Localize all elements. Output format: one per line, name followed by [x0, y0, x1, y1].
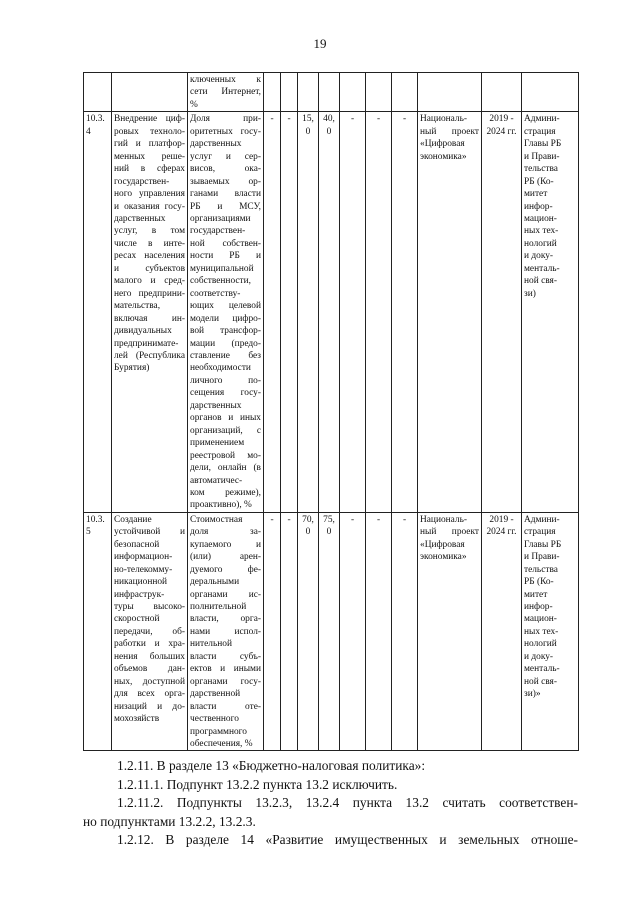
page-number: 19: [313, 36, 327, 51]
cell-line: нологий: [524, 639, 557, 650]
cell-line: страция: [524, 126, 556, 137]
cell-line: и Прави-: [524, 151, 560, 162]
value-cell: 70,0: [298, 512, 319, 751]
table-row: [84, 112, 579, 513]
cell-line: него предприни-: [114, 288, 185, 299]
paragraph: 1.2.11.1. Подпункт 13.2.2 пункта 13.2 исключить.: [117, 776, 398, 792]
cell-line: услуг, в том: [114, 226, 185, 237]
cell-line: ющих целевой: [190, 301, 261, 312]
cell-line: мацион-: [524, 614, 557, 625]
cell-line: ресах населения: [114, 251, 185, 262]
cell-line: мательства,: [114, 301, 161, 312]
cell-line: муниципальной: [190, 263, 254, 274]
amendment-text: [83, 757, 578, 850]
table-row-continuation: [84, 73, 579, 112]
cell-line: включая ин-: [114, 313, 185, 324]
cell-line: соответству-: [190, 288, 241, 299]
measure-name-cell: [112, 512, 188, 751]
cell-line: ной свя-: [524, 676, 557, 687]
cell-line: нами испол-: [190, 626, 261, 637]
cell-line: мацион-: [524, 213, 557, 224]
cell-line: обеспечения, %: [190, 739, 253, 750]
cell-line: для всех орга-: [114, 689, 185, 700]
cell-line: дарственных: [190, 400, 242, 411]
paragraph: 1.2.11.2. Подпункты 13.2.3, 13.2.4 пункта 13.2 считать соответствен-: [117, 795, 578, 810]
cell-line: 2024 гг.: [486, 126, 517, 137]
cell-line: ных тех-: [524, 226, 559, 237]
cell-line: нологий: [524, 238, 557, 249]
program-cell: [418, 112, 482, 513]
cell-line: 2019 -: [489, 114, 514, 125]
cell-line: инфор-: [524, 602, 553, 613]
cell-line: услуг и сер-: [190, 151, 261, 162]
executor-cell: [522, 512, 579, 751]
cell-line: реестровой мо-: [190, 450, 261, 461]
cell-line: органов и иных: [190, 413, 261, 424]
cell-line: работки и хра-: [114, 639, 185, 650]
cell-line: необходимости: [190, 363, 251, 374]
cell-line: 2019 -: [489, 514, 514, 525]
cell-line: информацион-: [114, 552, 173, 563]
cell-line: личного по-: [190, 375, 261, 386]
cell-line: ный проект: [420, 527, 479, 538]
cell-line: организациями: [190, 213, 251, 224]
value-cell: 40,0: [319, 112, 340, 513]
value-cell: -: [366, 512, 392, 751]
cell-line: ный проект: [420, 126, 479, 137]
indicator-cell: [188, 512, 264, 751]
cell-line: объемов дан-: [114, 664, 185, 675]
cell-line: инфраструк-: [114, 589, 165, 600]
program-cell: [418, 512, 482, 751]
cell-line: нительной: [190, 639, 232, 650]
cell-line: безопасной: [114, 539, 160, 550]
cell-line: дарственной: [190, 689, 241, 700]
cell-line: проактивно), %: [190, 500, 252, 511]
cell-line: Националь-: [420, 514, 467, 525]
cell-line: купаемого и: [190, 539, 261, 550]
cell-line: и оказания госу-: [114, 201, 185, 212]
cell-line: дарственных: [114, 213, 166, 224]
cell-line: и доку-: [524, 651, 554, 662]
value-cell: -: [281, 112, 298, 513]
plan-table: [83, 72, 579, 751]
executor-cell: [522, 112, 579, 513]
cell-line: (или) арен-: [190, 552, 261, 563]
cell-line: Админи-: [524, 114, 560, 125]
cell-line: Создание: [114, 514, 152, 525]
cell-line: но-телекомму-: [114, 564, 173, 575]
cell-line: передачи, об-: [114, 626, 185, 637]
cell-line: зываемых ор-: [190, 176, 261, 187]
cell-line: организаций, с: [190, 425, 261, 436]
cell-line: Доля при-: [190, 114, 261, 125]
indicator-cell: [188, 112, 264, 513]
cell-line: «Цифровая: [420, 539, 465, 550]
cell-line: ности РБ и: [190, 251, 261, 262]
cell-line: ного управления: [114, 189, 185, 200]
cell-line: ключенных к: [190, 75, 261, 85]
cell-line: ной свя-: [524, 276, 557, 287]
cell-line: Внедрение циф-: [114, 114, 185, 125]
cell-line: тельства: [524, 564, 558, 575]
cell-line: зи): [524, 288, 536, 299]
cell-line: собственности,: [190, 276, 251, 287]
cell-line: экономика»: [420, 151, 467, 162]
cell-line: власти, орга-: [190, 614, 261, 625]
period-cell: [482, 512, 522, 751]
cell-line: ных, доступной: [114, 676, 185, 687]
paragraph: но подпунктами 13.2.2, 13.2.3.: [83, 813, 256, 829]
cell-line: низаций и до-: [114, 701, 185, 712]
cell-line: дарственных: [190, 139, 242, 150]
cell-line: модели цифро-: [190, 313, 261, 324]
cell-line: висов, ока-: [190, 164, 261, 175]
cell-line: дуемого фе-: [190, 564, 261, 575]
cell-line: РБ и МСУ,: [190, 201, 261, 212]
cell-line: ных тех-: [524, 626, 559, 637]
cell-line: Главы РБ: [524, 539, 562, 550]
cell-line: Главы РБ: [524, 139, 562, 150]
table-row: [84, 512, 579, 751]
cell-line: ровых техноло-: [114, 126, 185, 137]
value-cell: -: [340, 112, 366, 513]
cell-line: ганами власти: [190, 189, 261, 200]
cell-line: дели, онлайн (в: [190, 463, 261, 474]
cell-line: никационной: [114, 577, 168, 588]
cell-line: ной собствен-: [190, 238, 261, 249]
cell-line: автоматичес-: [190, 475, 243, 486]
cell-line: митет: [524, 589, 548, 600]
row-code: 10.3.4: [84, 112, 112, 513]
cell-line: деральными: [190, 577, 240, 588]
cell-line: и доку-: [524, 251, 554, 262]
value-cell: 15,0: [298, 112, 319, 513]
value-cell: -: [366, 112, 392, 513]
value-cell: -: [340, 512, 366, 751]
cell-line: Админи-: [524, 514, 560, 525]
cell-line: сещения госу-: [190, 388, 261, 399]
value-cell: -: [264, 512, 281, 751]
cell-line: страция: [524, 527, 556, 538]
cell-line: Бурятия): [114, 363, 150, 374]
cell-line: Националь-: [420, 114, 467, 125]
cell-line: инфор-: [524, 201, 553, 212]
paragraph: 1.2.12. В разделе 14 «Развитие имущественных и земельных отноше-: [117, 832, 578, 847]
cell-line: ектов и иными: [190, 664, 261, 675]
cell-line: власти оте-: [190, 701, 261, 712]
indicator-cell: [188, 73, 264, 112]
period-cell: [482, 112, 522, 513]
cell-line: Стоимостная: [190, 514, 243, 525]
cell-line: менталь-: [524, 664, 560, 675]
cell-line: зи)»: [524, 689, 541, 700]
value-cell: 75,0: [319, 512, 340, 751]
cell-line: государствен-: [114, 176, 170, 187]
cell-line: государствен-: [190, 226, 246, 237]
cell-line: власти субъ-: [190, 651, 261, 662]
row-code: 10.3.5: [84, 512, 112, 751]
cell-line: мации (предо-: [190, 338, 261, 349]
cell-line: малого и сред-: [114, 276, 185, 287]
cell-line: туры высоко-: [114, 602, 185, 613]
cell-line: 2024 гг.: [486, 527, 517, 538]
measure-name-cell: [112, 112, 188, 513]
cell-line: предпринимате-: [114, 338, 179, 349]
cell-line: оритетных госу-: [190, 126, 261, 137]
cell-line: сети Интернет,: [190, 87, 261, 98]
cell-line: экономика»: [420, 552, 467, 563]
cell-line: митет: [524, 189, 548, 200]
cell-line: и Прави-: [524, 552, 560, 563]
cell-line: нения больших: [114, 651, 185, 662]
cell-line: менталь-: [524, 263, 560, 274]
cell-line: менных реше-: [114, 151, 185, 162]
cell-line: %: [190, 99, 198, 110]
cell-line: полнительной: [190, 602, 247, 613]
cell-line: «Цифровая: [420, 139, 465, 150]
cell-line: скоростной: [114, 614, 160, 625]
cell-line: ком режиме),: [190, 487, 261, 498]
cell-line: доля за-: [190, 527, 261, 538]
value-cell: -: [392, 512, 418, 751]
cell-line: тельства: [524, 164, 558, 175]
cell-line: применением: [190, 438, 245, 449]
cell-line: ний в сферах: [114, 164, 185, 175]
cell-line: гий и платфор-: [114, 139, 185, 150]
cell-line: РБ (Ко-: [524, 577, 554, 588]
cell-line: ставление без: [190, 350, 261, 361]
cell-line: чественного: [190, 714, 239, 725]
value-cell: -: [392, 112, 418, 513]
cell-line: устойчивой и: [114, 527, 185, 538]
cell-line: и субъектов: [114, 263, 185, 274]
value-cell: -: [264, 112, 281, 513]
cell-line: дивидуальных: [114, 326, 172, 337]
cell-line: вой трансфор-: [190, 326, 261, 337]
cell-line: числе в инте-: [114, 238, 185, 249]
cell-line: лей (Республика: [114, 350, 185, 361]
cell-line: органами госу-: [190, 676, 261, 687]
value-cell: -: [281, 512, 298, 751]
cell-line: РБ (Ко-: [524, 176, 554, 187]
cell-line: мохозяйств: [114, 714, 160, 725]
paragraph: 1.2.11. В разделе 13 «Бюджетно-налоговая политика»:: [117, 758, 426, 773]
cell-line: органами ис-: [190, 589, 261, 600]
cell-line: программного: [190, 726, 247, 737]
